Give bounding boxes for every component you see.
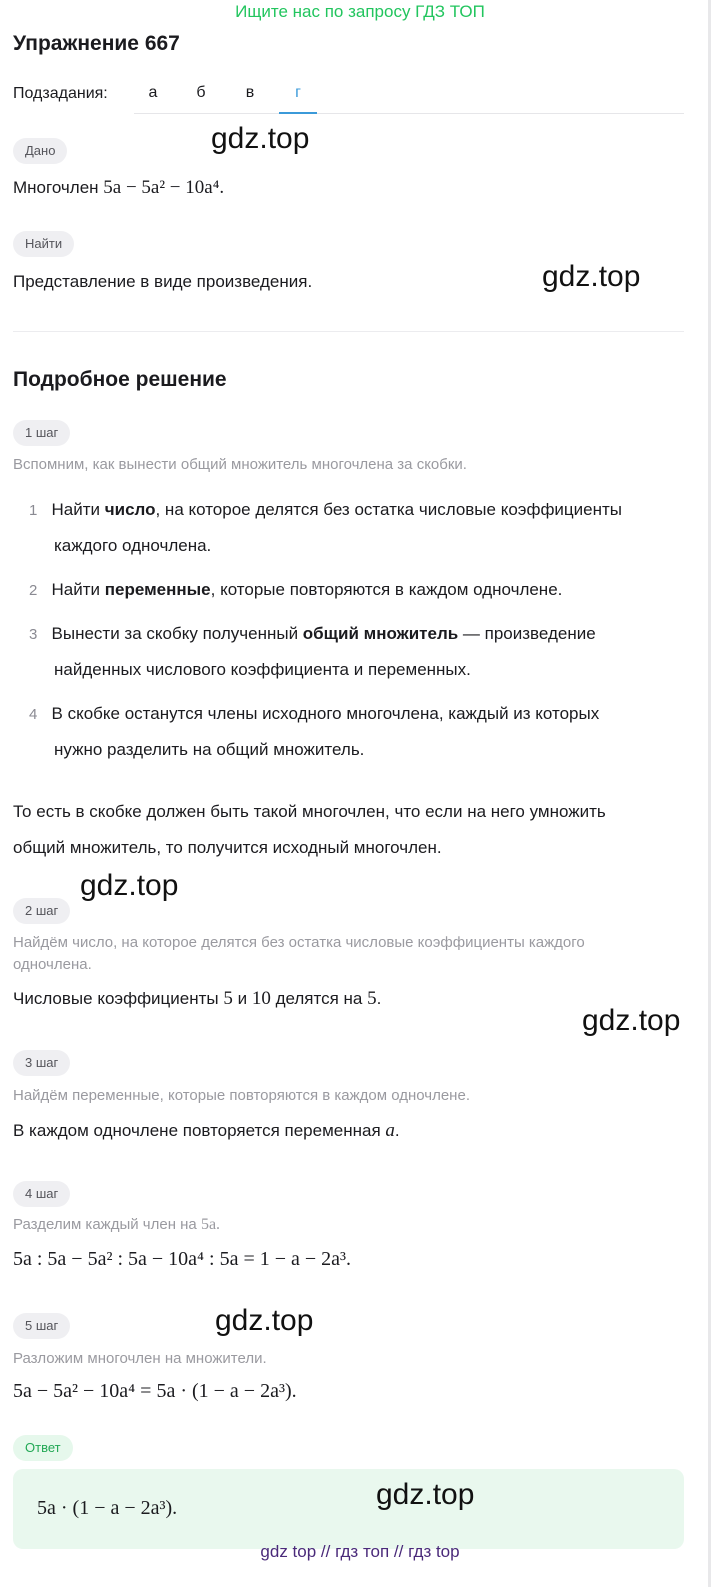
page-title: Упражнение 667	[13, 32, 180, 55]
step2-text: Числовые коэффициенты 5 и 10 делятся на 5.	[13, 988, 382, 1009]
step5-chip: 5 шаг	[13, 1313, 70, 1339]
given-formula: 5a − 5a² − 10a⁴.	[103, 177, 225, 198]
step4-hint: Разделим каждый член на 5a.	[13, 1216, 221, 1233]
list-item: 2 Найти переменные, которые повторяются в каждом одночлене.	[29, 580, 563, 599]
list-item: 1 Найти число, на которое делятся без остатка числовые коэффициенты	[29, 500, 623, 519]
answer-formula: 5a · (1 − a − 2a³).	[37, 1497, 178, 1519]
step5-hint: Разложим многочлен на множители.	[13, 1350, 267, 1367]
given-chip: Дано	[13, 138, 67, 164]
watermark: gdz.top	[376, 1478, 475, 1511]
list-number: 2	[29, 582, 38, 599]
scrollbar-track[interactable]	[708, 0, 711, 1587]
watermark: gdz.top	[582, 1004, 681, 1037]
watermark: gdz.top	[211, 122, 310, 155]
step4-formula: 5a : 5a − 5a² : 5a − 10a⁴ : 5a = 1 − a − 2a³.	[13, 1248, 352, 1270]
step2-hint-line1: Найдём число, на которое делятся без остатка числовые коэффициенты каждого	[13, 934, 585, 951]
footer-links[interactable]: gdz top // гдз топ // гдз top	[260, 1542, 460, 1561]
watermark: gdz.top	[215, 1304, 314, 1337]
answer-chip: Ответ	[13, 1435, 73, 1461]
step3-hint: Найдём переменные, которые повторяются в каждом одночлене.	[13, 1087, 470, 1104]
list-item: 3 Вынести за скобку полученный общий множитель — произведение	[29, 624, 596, 643]
step2-hint-line2: одночлена.	[13, 956, 92, 973]
step2-chip: 2 шаг	[13, 898, 70, 924]
tab-b[interactable]: б	[196, 84, 206, 101]
watermark: gdz.top	[542, 260, 641, 293]
given-label: Многочлен	[13, 178, 99, 197]
watermark: gdz.top	[80, 869, 179, 902]
promo-banner: Ищите нас по запросу ГДЗ ТОП	[235, 2, 485, 21]
step3-text: В каждом одночлене повторяется переменная a.	[13, 1120, 400, 1141]
active-tab-indicator	[279, 112, 317, 114]
list-item-cont: каждого одночлена.	[54, 536, 212, 555]
step5-formula: 5a − 5a² − 10a⁴ = 5a · (1 − a − 2a³).	[13, 1380, 297, 1402]
step3-chip: 3 шаг	[13, 1050, 70, 1076]
given-text	[13, 170, 224, 206]
subtasks-label: Подзадания:	[13, 85, 108, 102]
subtask-tabs	[134, 76, 684, 114]
solution-title: Подробное решение	[13, 368, 227, 391]
tab-a[interactable]: а	[148, 84, 158, 101]
find-text: Представление в виде произведения.	[13, 272, 313, 291]
list-item-cont: найденных числового коэффициента и переменных.	[54, 660, 471, 679]
step1-paragraph-line2: общий множитель, то получится исходный многочлен.	[13, 838, 442, 857]
step4-chip: 4 шаг	[13, 1181, 70, 1207]
step1-paragraph-line1: То есть в скобке должен быть такой многочлен, что если на него умножить	[13, 802, 606, 821]
find-chip: Найти	[13, 231, 74, 257]
section-divider	[13, 331, 684, 332]
tab-g[interactable]: г	[295, 84, 301, 101]
step1-chip: 1 шаг	[13, 420, 70, 446]
tab-v[interactable]: в	[245, 84, 255, 101]
list-item: 4 В скобке останутся члены исходного многочлена, каждый из которых	[29, 704, 600, 723]
step1-hint: Вспомним, как вынести общий множитель многочлена за скобки.	[13, 456, 467, 473]
list-number: 1	[29, 502, 38, 519]
list-number: 3	[29, 626, 38, 643]
list-item-cont: нужно разделить на общий множитель.	[54, 740, 365, 759]
list-number: 4	[29, 706, 38, 723]
